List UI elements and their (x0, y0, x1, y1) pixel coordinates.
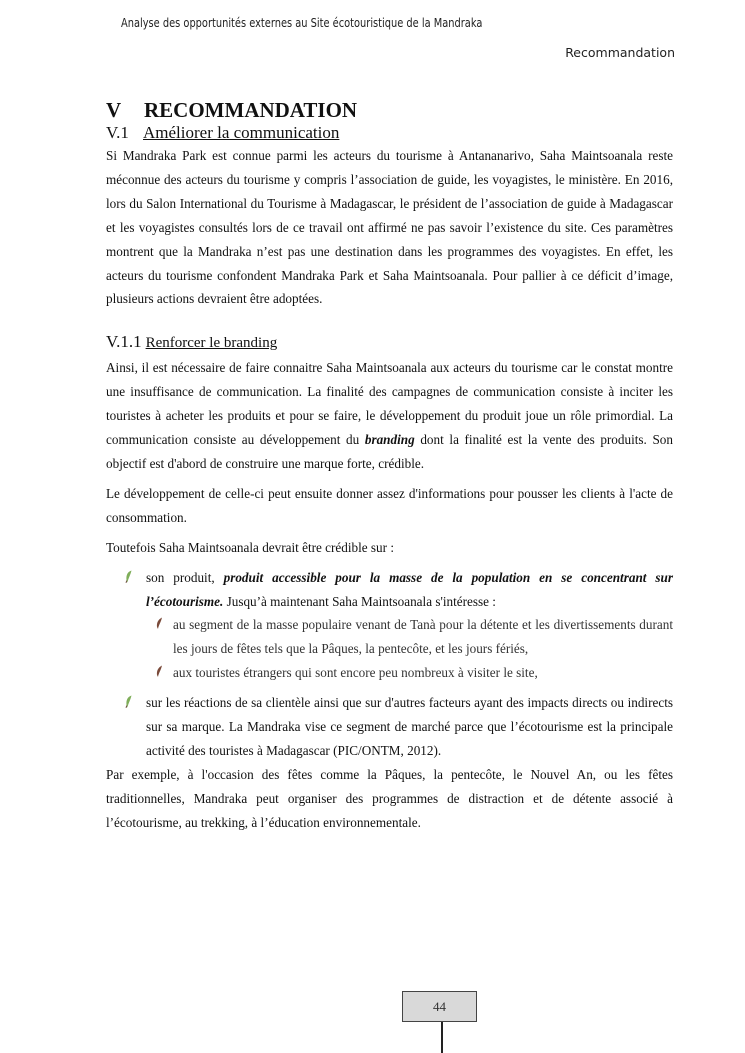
bullet-reactions (106, 691, 673, 763)
section-title: Améliorer la communication (143, 123, 340, 142)
subsection-heading (106, 331, 673, 354)
sub-bullet-text: aux touristes étrangers qui sont encore peu nombreux à visiter le site, (173, 665, 538, 681)
bullet-product-tail: Jusqu’à maintenant Saha Maintsoanala s'intéresse : (223, 593, 496, 609)
sub-bullet-item (106, 613, 673, 661)
bullet-product-lead: son produit, (146, 569, 224, 585)
leaf-bullet-icon (125, 570, 133, 583)
running-header: Analyse des opportunités externes au Site écotouristique de la Mandraka (121, 16, 483, 30)
credibility-paragraph: Toutefois Saha Maintsoanala devrait être crédible sur : (106, 539, 394, 555)
section-header: Recommandation (565, 45, 675, 60)
leaf-bullet-icon (125, 695, 133, 708)
chapter-number: V (106, 98, 122, 122)
intro-paragraph: Si Mandraka Park est connue parmi les acteurs du tourisme à Antananarivo, Saha Maintsoanala reste méconnue des acteurs du tourisme y compris l’association de guide, les voyagistes, le ministère. En 2016, lors du Salon International du Tourisme à Madagascar, le président de l’association de guide à Madagascar et les voyagistes consultés lors de ce travail ont affirmé ne pas savoir l’existence du site. Ces paramètres montrent que la Mandraka n’est pas une destination dans les programmes des voyagistes. En effet, les acteurs du tourisme confondent Mandraka Park et Saha Maintsoanala. Pour pallier à ce déficit d’image, plusieurs actions devraient être adoptées. (106, 148, 673, 307)
branding-text-end: dont la finalité est la vente des produits. Son objectif est d'abord de construire une marque forte, crédible. (106, 432, 673, 471)
page-body (106, 98, 673, 841)
chapter-heading (106, 98, 673, 122)
subsection-number: V.1.1 (106, 332, 142, 352)
bullet-reactions-text: sur les réactions de sa clientèle ainsi que sur d'autres facteurs ayant des impacts directs ou indirects sur sa marque. La Mandraka vise ce segment de marché parce que l’écotourisme est la principale activité des touristes à Madagascar (PIC/ONTM, 2012). (146, 695, 673, 758)
section-number: V.1 (106, 123, 129, 142)
subsection-title: Renforcer le branding (145, 335, 278, 352)
branding-emphasis: branding (364, 432, 415, 448)
development-paragraph: Le développement de celle-ci peut ensuite donner assez d'informations pour pousser les clients à l'acte de consommation. (106, 485, 673, 525)
section-heading (106, 122, 673, 144)
bullet-product-emphasis: produit accessible pour la masse de la population en se concentrant sur l’écotourisme. (146, 569, 673, 609)
branding-text: Ainsi, il est nécessaire de faire connaitre Saha Maintsoanala aux acteurs du tourisme car le constat montre une insuffisance de communication. La finalité des campagnes de communication consiste à inciter les touristes à acheter les produits et pour se faire, le développement du produit joue un rôle primordial. La communication consiste au développement du (106, 360, 673, 448)
page-number-line (441, 1022, 443, 1053)
branding-paragraph (106, 356, 673, 476)
leaf-bullet-icon (155, 617, 163, 630)
chapter-title: RECOMMANDATION (144, 98, 358, 122)
bullet-product (106, 566, 673, 614)
leaf-bullet-icon (155, 665, 163, 678)
sub-bullet-item (106, 661, 673, 685)
page-number: 44 (402, 991, 477, 1022)
example-paragraph: Par exemple, à l'occasion des fêtes comme la Pâques, la pentecôte, le Nouvel An, ou les fêtes traditionnelles, Mandraka peut organiser des programmes de distraction et de détente associé à l’écotourisme, au trekking, à l’éducation environnementale. (106, 766, 673, 830)
sub-bullet-text: au segment de la masse populaire venant de Tanà pour la détente et les divertissements durant les jours de fêtes tels que la Pâques, la pentecôte, et les jours fériés, (173, 617, 673, 657)
